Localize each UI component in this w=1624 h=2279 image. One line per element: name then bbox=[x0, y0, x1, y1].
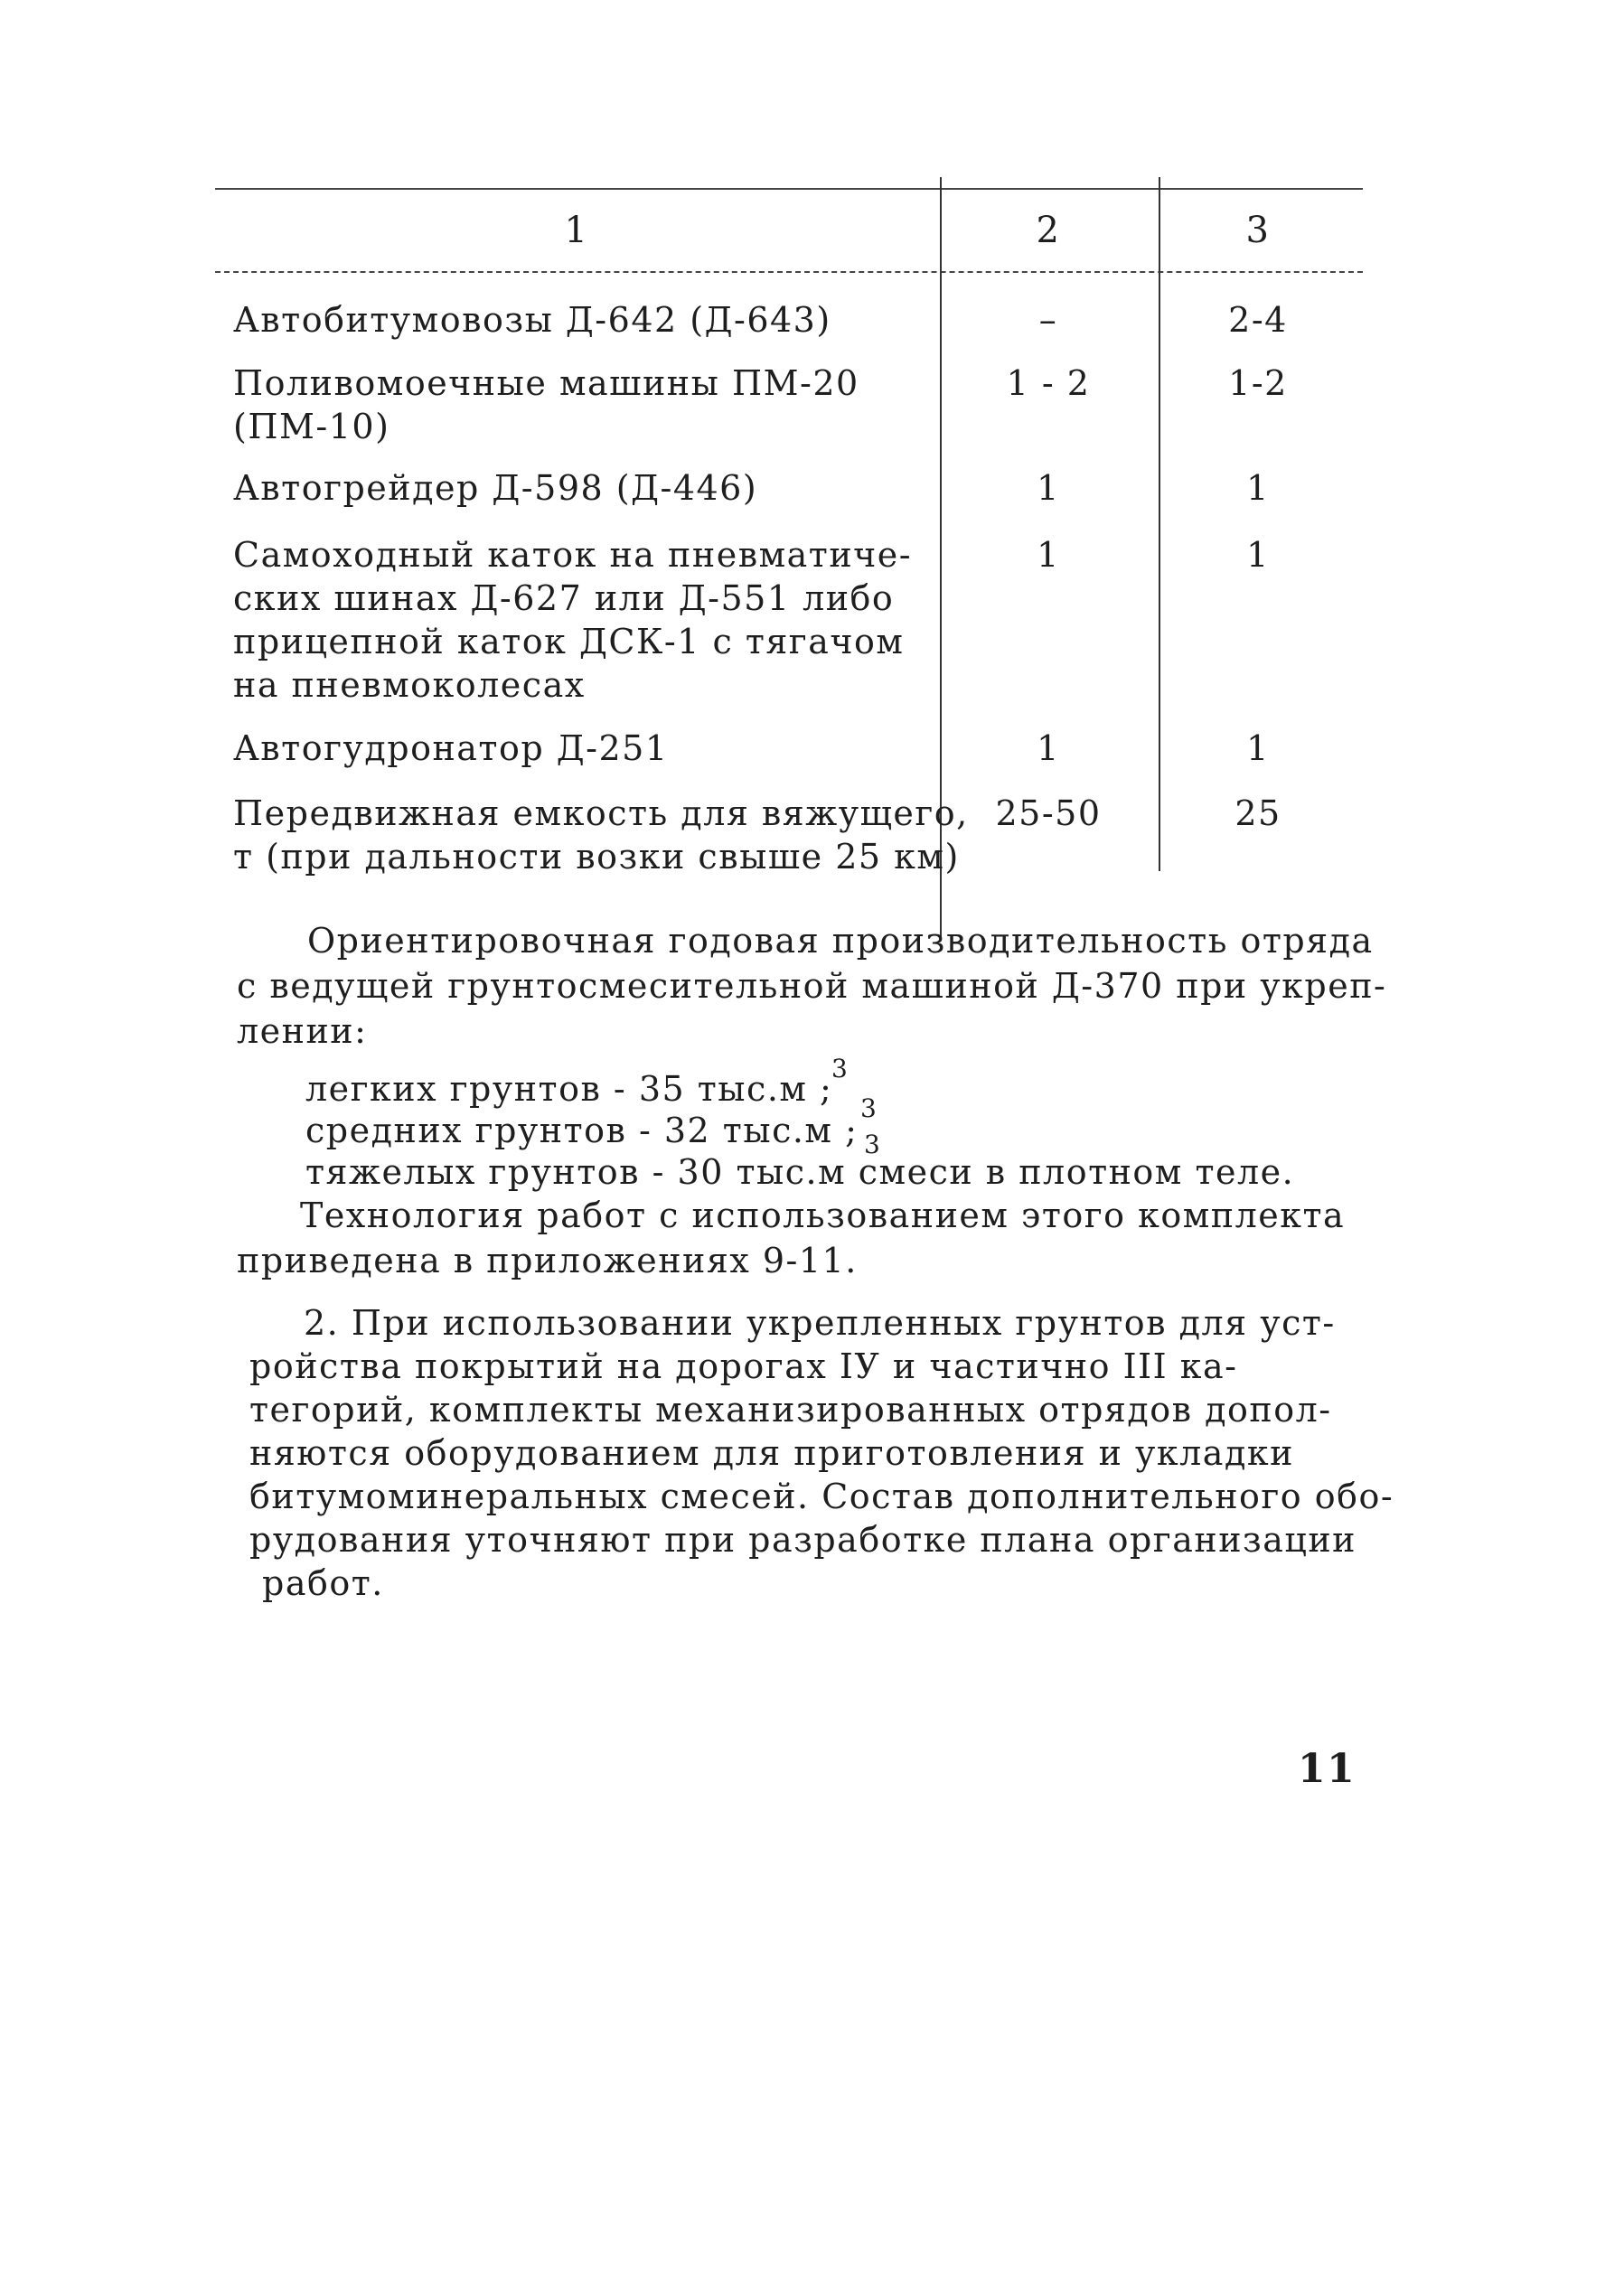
productivity-paragraph bbox=[237, 918, 1386, 1054]
soil-light-exponent: 3 bbox=[831, 1054, 850, 1083]
table-row-3-name: Автогрейдер Д-598 (Д-446) bbox=[233, 468, 758, 508]
soil-heavy-line: тяжелых грунтов - 30 тыс.м смеси в плотном теле. bbox=[305, 1152, 1295, 1192]
table-top-rule bbox=[215, 188, 1363, 190]
paragraph-line: 2. При использовании укрепленных грунтов для уст- bbox=[304, 1303, 1336, 1343]
table-row-4-col3: 1 bbox=[1246, 535, 1270, 575]
column-header-2: 2 bbox=[1036, 210, 1061, 251]
column-header-3: 3 bbox=[1245, 210, 1271, 251]
additional-equipment-paragraph bbox=[249, 1301, 1394, 1605]
paragraph-line: тегорий, комплекты механизированных отрядов допол- bbox=[249, 1390, 1332, 1430]
table-row-4-name-line: на пневмоколесах bbox=[233, 665, 586, 705]
table-row-4-name-line: прицепной каток ДСК-1 с тягачом bbox=[233, 622, 905, 661]
table-row-4-col2: 1 bbox=[1037, 535, 1060, 575]
table-row-2-col2: 1 - 2 bbox=[1006, 363, 1091, 403]
table-row-1-col3: 2-4 bbox=[1228, 300, 1288, 340]
table-row-6-name bbox=[233, 792, 992, 878]
table-row-2-col3: 1-2 bbox=[1228, 363, 1288, 403]
table-row-2-name-line: (ПМ-10) bbox=[233, 407, 390, 446]
paragraph-line: Технология работ с использованием этого комплекта bbox=[300, 1196, 1346, 1235]
table-row-6-col2: 25-50 bbox=[995, 793, 1102, 833]
soil-heavy-exponent: 3 bbox=[864, 1130, 882, 1159]
table-row-5-name: Автогудронатор Д-251 bbox=[233, 728, 669, 768]
technology-paragraph bbox=[237, 1193, 1345, 1283]
table-row-3-col3: 1 bbox=[1246, 468, 1270, 508]
paragraph-line: с ведущей грунтосмесительной машиной Д-370 при укреп- bbox=[237, 966, 1387, 1006]
table-row-1-col2: – bbox=[1038, 300, 1058, 340]
paragraph-line: ройства покрытий на дорогах IУ и частично III ка- bbox=[249, 1346, 1238, 1386]
table-row-3-col2: 1 bbox=[1037, 468, 1060, 508]
table-row-5-col3: 1 bbox=[1246, 728, 1270, 768]
paragraph-line: рудования уточняют при разработке плана организации bbox=[249, 1520, 1356, 1560]
soil-light-line: легких грунтов - 35 тыс.м ; bbox=[305, 1069, 833, 1109]
table-row-5-col2: 1 bbox=[1037, 728, 1060, 768]
paragraph-line: лении: bbox=[237, 1011, 368, 1051]
page-number: 11 bbox=[1298, 1746, 1356, 1792]
paragraph-line: Ориентировочная годовая производительность отряда bbox=[307, 921, 1374, 961]
table-header-rule bbox=[215, 271, 1363, 273]
column-header-1: 1 bbox=[564, 210, 589, 251]
table-row-4-name bbox=[233, 533, 947, 707]
table-row-6-name-line: Передвижная емкость для вяжущего, bbox=[233, 793, 969, 833]
table-row-1-name: Автобитумовозы Д-642 (Д-643) bbox=[233, 300, 831, 340]
paragraph-line: няются оборудованием для приготовления и укладки bbox=[249, 1433, 1294, 1473]
table-row-4-name-line: ских шинах Д-627 или Д-551 либо bbox=[233, 578, 895, 618]
paragraph-line: работ. bbox=[262, 1563, 384, 1603]
paragraph-line: битумоминеральных смесей. Состав дополнительного обо- bbox=[249, 1477, 1394, 1516]
table-row-6-col3: 25 bbox=[1234, 793, 1281, 833]
soil-medium-exponent: 3 bbox=[860, 1093, 878, 1123]
table-row-2-name bbox=[233, 361, 947, 448]
table-row-6-name-line: т (при дальности возки свыше 25 км) bbox=[233, 837, 960, 877]
table-row-2-name-line: Поливомоечные машины ПМ-20 bbox=[233, 363, 859, 403]
soil-medium-line: средних грунтов - 32 тыс.м ; bbox=[305, 1111, 859, 1150]
table-row-4-name-line: Самоходный каток на пневматиче- bbox=[233, 535, 913, 575]
paragraph-line: приведена в приложениях 9-11. bbox=[237, 1241, 858, 1280]
